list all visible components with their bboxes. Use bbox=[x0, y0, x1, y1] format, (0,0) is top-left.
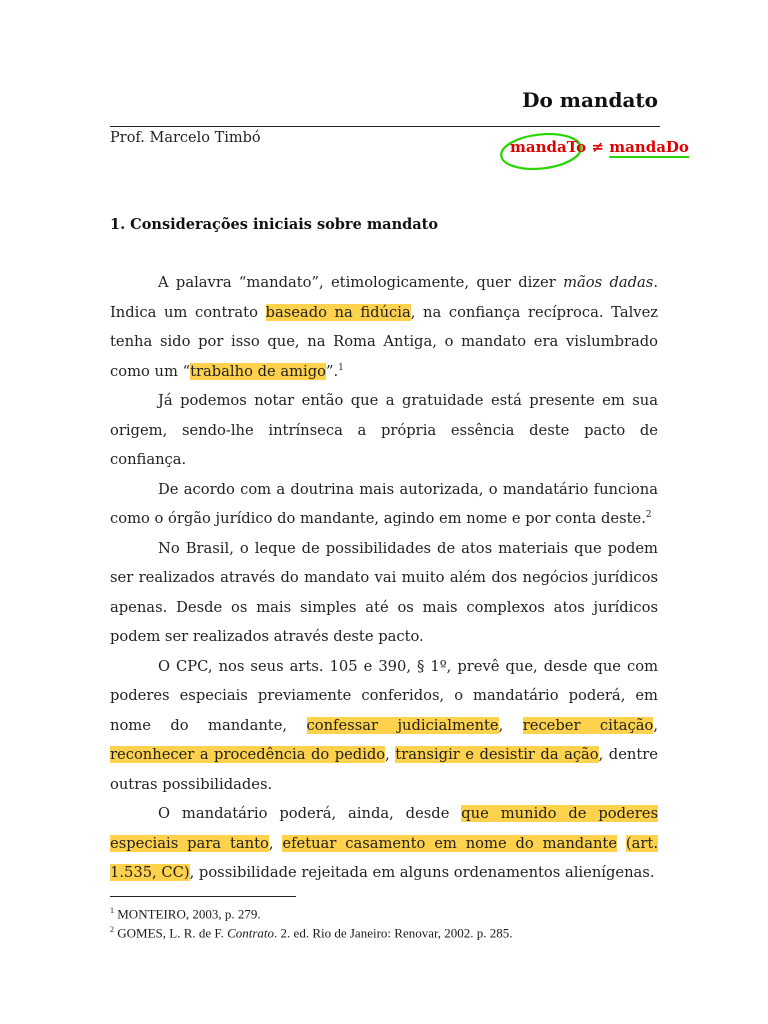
text-run: . Indica um contrato bbox=[110, 274, 658, 321]
text-run: , bbox=[385, 746, 396, 763]
section-heading: 1. Considerações iniciais sobre mandato bbox=[110, 216, 439, 233]
footnote-number: 2 bbox=[110, 925, 114, 935]
text-run: , na confiança recíproca. Talvez tenha sido por isso que, na Roma Antiga, o mandato era vislumbrado como um “ bbox=[110, 303, 658, 380]
paragraph-3 bbox=[110, 475, 658, 534]
footnote-italic-title: Contrato bbox=[227, 925, 275, 941]
text-run: , bbox=[498, 716, 523, 734]
text-run: A palavra “mandato”, etimologicamente, quer dizer bbox=[158, 274, 564, 291]
text-run: O mandatário poderá, ainda, desde bbox=[158, 805, 462, 822]
author-name: Prof. Marcelo Timbó bbox=[110, 130, 261, 146]
paragraph-1 bbox=[110, 268, 658, 386]
body-text bbox=[110, 268, 658, 888]
text-run: De acordo com a doutrina mais autorizada, o mandatário funciona como o órgão jurídico do mandante, agindo em nome e por conta deste. bbox=[110, 480, 658, 527]
paragraph-5 bbox=[110, 652, 658, 800]
text-run: , dentre outras possibilidades. bbox=[110, 746, 658, 793]
paragraph-4: No Brasil, o leque de possibilidades de atos materiais que podem ser realizados através do mandato vai muito além dos negócios jurídicos apenas. Desde os mais simples até os mais complexos atos jurídicos podem ser realizados através deste pacto. bbox=[110, 539, 658, 645]
highlighted-text: trabalho de amigo bbox=[190, 362, 326, 380]
text-run: O CPC, nos seus arts. 105 e 390, § 1º, prevê que, desde que com poderes especiais previamente conferidos, o mandatário poderá, em nome do mandante, bbox=[110, 657, 658, 734]
footnote-text: MONTEIRO, 2003, p. 279. bbox=[114, 906, 261, 922]
highlighted-text: (art. 1.535, CC) bbox=[110, 834, 658, 881]
highlighted-text: reconhecer a procedência do pedido bbox=[110, 746, 386, 763]
footnotes bbox=[110, 903, 670, 942]
italic-text: mãos dadas bbox=[563, 274, 654, 291]
highlighted-text: baseado na fidúcia bbox=[265, 303, 411, 321]
highlighted-text: receber citação bbox=[522, 716, 654, 734]
text-run: , bbox=[653, 716, 658, 734]
highlighted-text: confessar judicialmente bbox=[306, 716, 499, 734]
paragraph-2: Já podemos notar então que a gratuidade está presente em sua origem, sendo-lhe intrínseca a própria essência deste pacto de confiança. bbox=[110, 392, 658, 468]
footnote-separator bbox=[110, 896, 296, 897]
text-run: ”. bbox=[325, 362, 339, 380]
footnote-text: . 2. ed. Rio de Janeiro: Renovar, 2002. p. 285. bbox=[274, 925, 513, 941]
footnote-number: 1 bbox=[110, 906, 114, 915]
text-run: , possibilidade rejeitada em alguns ordenamentos alienígenas. bbox=[189, 864, 655, 881]
handwritten-note bbox=[510, 138, 689, 156]
paragraph-6 bbox=[110, 799, 658, 888]
footnote-2 bbox=[110, 922, 670, 941]
header-rule bbox=[110, 126, 660, 127]
document-title: Do mandato bbox=[522, 88, 658, 112]
highlighted-text: transigir e desistir da ação bbox=[395, 746, 599, 763]
note-not-equal-symbol: ≠ bbox=[591, 138, 604, 156]
footnote-reference[interactable]: 2 bbox=[645, 510, 652, 521]
highlighted-text: que munido de poderes especiais para tanto bbox=[110, 805, 658, 852]
footnote-reference[interactable]: 1 bbox=[338, 362, 344, 373]
note-word-mandato: mandaTo bbox=[510, 138, 587, 156]
text-run bbox=[617, 835, 626, 852]
highlighted-text: efetuar casamento em nome do mandante bbox=[282, 834, 618, 852]
text-run: , bbox=[268, 834, 283, 852]
note-word-mandado: mandaDo bbox=[609, 138, 689, 156]
footnote-1 bbox=[110, 903, 670, 922]
footnote-text: GOMES, L. R. de F. bbox=[114, 925, 228, 941]
